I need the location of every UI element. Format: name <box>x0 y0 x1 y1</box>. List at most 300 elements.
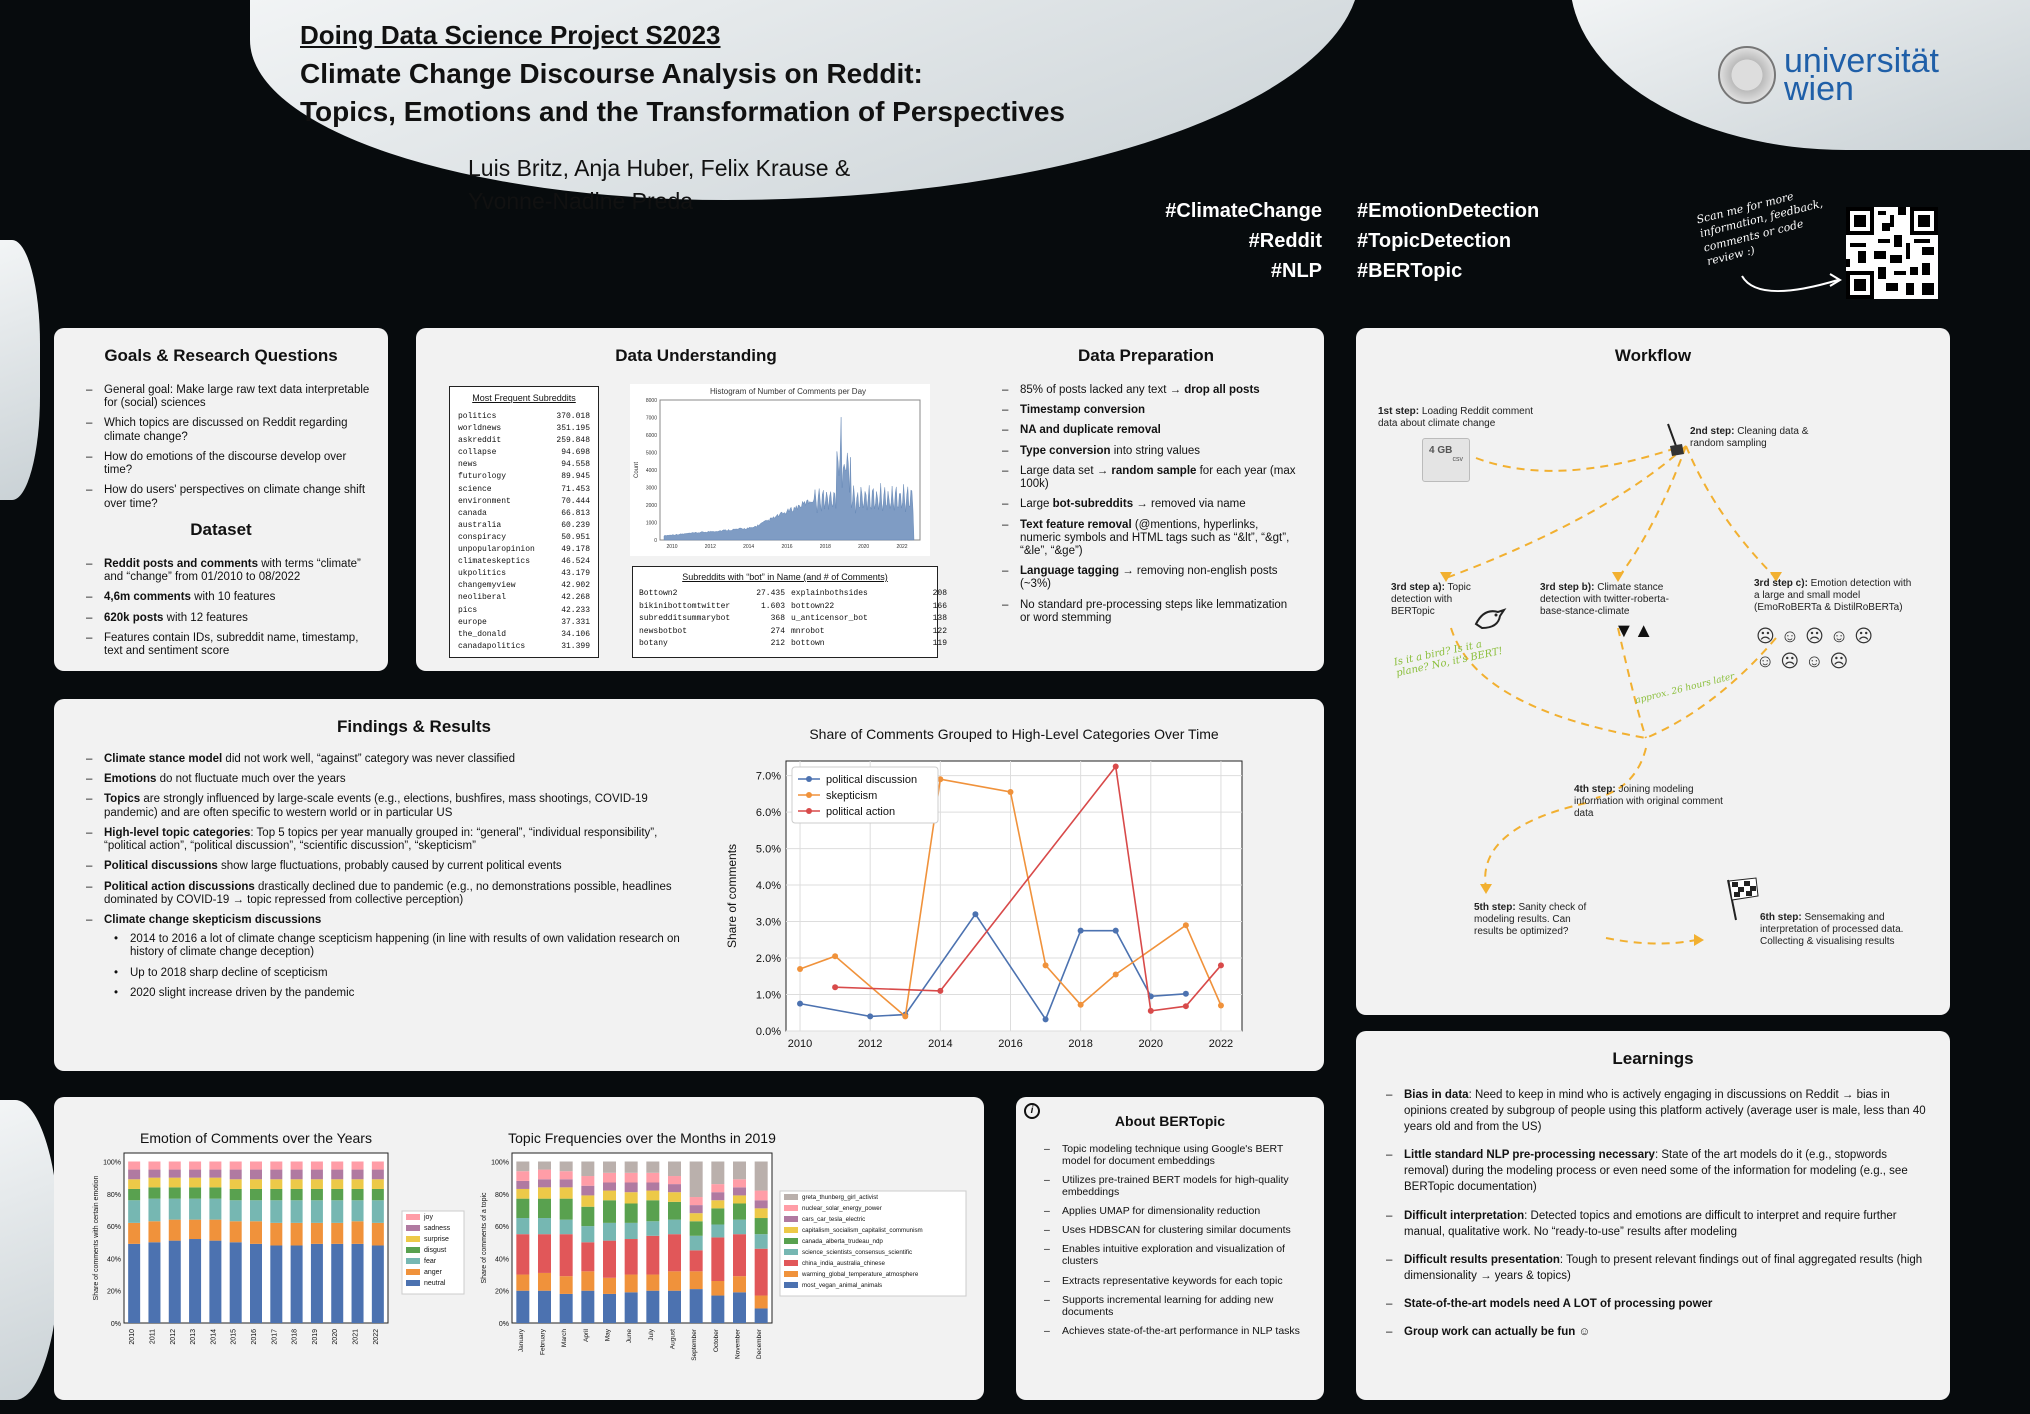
line-chart-xtick: 2022 <box>1208 1038 1234 1050</box>
topic-chart-bar-segment <box>538 1162 551 1170</box>
topic-chart-bar-segment <box>625 1223 638 1239</box>
emotion-chart-bar-segment <box>372 1223 384 1246</box>
emotion-chart-bar-segment <box>311 1244 323 1323</box>
topic-chart-legend-label: greta_thunberg_girl_activist <box>802 1194 879 1201</box>
goals-title: Goals & Research Questions <box>104 346 338 365</box>
learnings-panel <box>1356 1031 1950 1400</box>
item-bold: Language tagging <box>1020 565 1120 578</box>
item-bold: High-level topic categories <box>104 826 251 839</box>
emotion-chart-legend-label: disgust <box>424 1247 447 1254</box>
topic-chart-bar-segment <box>690 1197 703 1205</box>
workflow-step-3b: 3rd step b): Climate stance detection with twitter-roberta-base-stance-climate <box>1540 582 1669 617</box>
topic-chart-legend-label: cars_car_tesla_electric <box>802 1216 866 1223</box>
subreddit-name: pics <box>458 605 478 615</box>
topic-chart-bar-segment <box>646 1191 659 1201</box>
dataset-item: – Features contain IDs, subreddit name, timestamp, text and sentiment score <box>84 632 374 658</box>
emotion-chart-bar-segment <box>352 1221 364 1244</box>
findings-item <box>84 881 684 907</box>
topic-chart-bar-segment <box>755 1191 768 1201</box>
item-bold: Climate stance model <box>104 753 223 765</box>
line-chart-point <box>1078 1002 1084 1008</box>
course-title: Doing Data Science Project S2023 <box>300 20 721 50</box>
topic-chart-bar-segment <box>538 1234 551 1273</box>
bot-rows <box>639 588 947 651</box>
topic-chart-bar-segment <box>711 1224 724 1237</box>
topic-chart-bar-segment <box>690 1236 703 1251</box>
emotion-chart-bar-segment <box>148 1221 160 1242</box>
topic-chart-bar-segment <box>625 1292 638 1323</box>
topic-chart-bar-segment <box>711 1192 724 1200</box>
subreddit-count: 71.453 <box>561 484 590 494</box>
line-chart-xtick: 2012 <box>857 1038 883 1050</box>
topic-chart-bar-segment <box>711 1237 724 1281</box>
emotion-chart-bar-segment <box>331 1189 343 1200</box>
emotion-chart-ytick: 40% <box>106 1256 121 1264</box>
topic-chart-legend-label: china_india_australia_chinese <box>802 1260 885 1267</box>
emotion-chart-bar-segment <box>128 1223 140 1244</box>
histogram-title: Histogram of Number of Comments per Day <box>709 387 867 396</box>
topic-chart-bar-segment <box>711 1162 724 1185</box>
topic-chart-bar-segment <box>755 1296 768 1309</box>
emotion-chart-bar-segment <box>148 1199 160 1222</box>
subreddit-row <box>458 447 590 459</box>
topic-chart-bar-segment <box>690 1213 703 1221</box>
subreddit-count: 34.106 <box>561 629 590 639</box>
topic-chart-bar-segment <box>581 1195 594 1206</box>
qr-note: Scan me for more information, feedback, comments or code review :) <box>1695 189 1825 269</box>
emotion-chart-bar-segment <box>331 1244 343 1323</box>
topic-chart-bar-segment <box>581 1162 594 1177</box>
line-chart-point <box>797 1001 803 1007</box>
histogram-ytick: 7000 <box>645 415 657 422</box>
emotion-chart-bar-segment <box>270 1162 282 1170</box>
topic-chart-ytick: 100% <box>491 1159 509 1167</box>
subreddit-count: 50.951 <box>561 532 590 542</box>
emotion-chart-bar-segment <box>128 1179 140 1189</box>
topic-chart-bar-segment <box>560 1294 573 1323</box>
emotion-chart-xtick: 2016 <box>251 1329 258 1345</box>
topic-chart-bar-segment <box>733 1203 746 1219</box>
topic-chart-bar-segment <box>711 1296 724 1323</box>
topic-chart-bar-segment <box>690 1271 703 1289</box>
topic-chart-bar-segment <box>560 1199 573 1220</box>
topic-chart-bar-segment <box>603 1173 616 1183</box>
findings-subitem: • 2014 to 2016 a lot of climate change scepticism happening (in line with results of own validation research on history of climate change deception) <box>110 933 684 959</box>
bot-name: bottown22 <box>791 601 835 611</box>
topic-chart-bar-segment <box>690 1221 703 1236</box>
line-chart-point <box>1113 971 1119 977</box>
bot-row <box>639 588 947 601</box>
data-preparation-item <box>1000 519 1296 559</box>
line-chart-ytick: 1.0% <box>755 989 781 1002</box>
topic-chart-ytick: 40% <box>494 1256 509 1264</box>
emotion-chart-legend-label: anger <box>424 1269 442 1276</box>
topic-chart-bar-segment <box>581 1207 594 1226</box>
item-text: : Top 5 topics per year manually grouped in: “general”, “individual responsibility”, “political action”, “political discussion”, “scientific discussion”, “skepticism” <box>104 826 658 853</box>
topic-chart-xtick: March <box>561 1329 569 1348</box>
line-chart-point <box>1043 962 1049 968</box>
findings-list <box>84 753 684 1007</box>
data-panel <box>416 328 1324 671</box>
about-item: – Uses HDBSCAN for clustering similar documents <box>1042 1224 1312 1236</box>
data-preparation-item <box>1000 404 1296 417</box>
topic-chart-bar-segment <box>581 1226 594 1242</box>
subreddit-row <box>458 435 590 447</box>
subreddit-name: askreddit <box>458 436 502 446</box>
emotion-chart-bar-segment <box>352 1170 364 1180</box>
subreddit-row <box>458 508 590 520</box>
subreddit-table-title: Most Frequent Subreddits <box>472 393 576 403</box>
subreddit-count: 37.331 <box>561 617 590 627</box>
bot-name: newsbotbot <box>639 626 688 636</box>
histogram-xtick: 2022 <box>896 544 908 550</box>
emotion-chart-bar-segment <box>331 1170 343 1180</box>
data-preparation-item <box>1000 565 1296 591</box>
emotion-chart-bar-segment <box>250 1244 262 1323</box>
subreddit-row <box>458 641 590 653</box>
data-preparation-item <box>1000 445 1296 458</box>
topic-chart-bar-segment <box>646 1221 659 1236</box>
emotion-chart-ytick: 60% <box>106 1224 121 1232</box>
dataset-title: Dataset <box>190 520 252 539</box>
subreddit-count: 42.268 <box>561 593 590 603</box>
emotion-chart-bar-segment <box>230 1189 242 1200</box>
bot-count: 368 <box>770 614 785 623</box>
emotion-chart-xtick: 2014 <box>210 1329 218 1345</box>
disk-icon: 4 GB csv <box>1422 438 1470 482</box>
bot-count: 27.435 <box>756 589 785 598</box>
emotion-chart-ylabel: Share of comments with certain emotion <box>93 1175 100 1301</box>
emotion-chart-bar-segment <box>372 1189 384 1200</box>
emotion-chart-bar-segment <box>209 1187 221 1198</box>
subreddit-count: 43.179 <box>561 569 590 579</box>
topic-chart-bar-segment <box>625 1203 638 1222</box>
emotion-chart-bar-segment <box>311 1200 323 1223</box>
topic-chart-bar-segment <box>668 1234 681 1271</box>
subreddit-name: politics <box>458 412 497 421</box>
emotion-chart-bar-segment <box>128 1189 140 1200</box>
histogram-ytick: 4000 <box>645 468 657 474</box>
topic-chart-legend-label: most_vegan_animal_animals <box>802 1282 883 1289</box>
emotion-chart-bar-segment <box>189 1170 201 1178</box>
emotion-chart-legend-swatch <box>406 1280 420 1286</box>
item-text: 85% of posts lacked any text → <box>1020 384 1185 396</box>
topic-chart-bar-segment <box>560 1171 573 1179</box>
item-bold: Difficult interpretation <box>1404 1209 1525 1222</box>
topic-chart-bar-segment <box>560 1276 573 1294</box>
topic-chart-bar-segment <box>711 1208 724 1224</box>
item-bold: bot-subreddits <box>1052 498 1134 511</box>
histogram-ytick: 1000 <box>645 520 657 527</box>
topic-chart-bar-segment <box>755 1218 768 1234</box>
topic-chart-bar-segment <box>668 1271 681 1290</box>
histogram-xtick: 2014 <box>743 544 755 550</box>
topic-chart-bar-segment <box>581 1176 594 1186</box>
emotion-chart-bar-segment <box>250 1162 262 1170</box>
dataset-item: – Reddit posts and comments with terms “climate” and “change” from 01/2010 to 08/2022 <box>84 558 374 584</box>
logo-text-line1: universität <box>1784 42 1939 80</box>
subreddit-name: changemyview <box>458 581 516 591</box>
topic-chart-legend-label: nuclear_solar_energy_power <box>802 1205 882 1212</box>
topic-chart-legend-swatch <box>784 1205 798 1211</box>
about-item: – Supports incremental learning for adding new documents <box>1042 1294 1312 1318</box>
topic-chart-bar-segment <box>516 1162 529 1172</box>
about-item: – Extracts representative keywords for each topic <box>1042 1275 1312 1287</box>
topic-chart-bar-segment <box>733 1234 746 1276</box>
topic-chart-xtick: February <box>539 1329 547 1356</box>
topic-chart-bar-segment <box>646 1291 659 1323</box>
subreddit-name: canada <box>458 508 487 518</box>
topic-chart-bar-segment <box>668 1291 681 1323</box>
emotion-chart-legend-swatch <box>406 1225 420 1231</box>
topic-chart-ytick: 60% <box>494 1224 509 1232</box>
subreddit-row <box>458 580 590 592</box>
line-chart-xtick: 2018 <box>1068 1038 1093 1050</box>
info-icon: i <box>1024 1103 1040 1119</box>
subreddit-count: 31.399 <box>561 641 590 651</box>
line-chart-legend-marker <box>806 792 812 798</box>
learnings-item <box>1384 1147 1932 1195</box>
bot-name: bikinibottomtwitter <box>639 601 731 611</box>
item-bold: Bias in data <box>1404 1089 1469 1101</box>
subreddit-name: australia <box>458 520 502 530</box>
category-line-chart <box>714 719 1314 1064</box>
topic-chart-legend-swatch <box>784 1194 798 1200</box>
subreddit-name: the_donald <box>458 629 507 639</box>
topic-chart-bar-segment <box>733 1292 746 1323</box>
thumbs-icon: ▼▲ <box>1614 620 1654 642</box>
hashtag-emotiondetection: #EmotionDetection <box>1357 200 1540 222</box>
topic-chart-bar-segment <box>625 1239 638 1275</box>
topic-chart-xtick: August <box>669 1329 677 1350</box>
about-item: – Utilizes pre-trained BERT models for high-quality embeddings <box>1042 1174 1312 1198</box>
topic-chart-legend-swatch <box>784 1260 798 1266</box>
emotion-bar-chart <box>62 1107 482 1397</box>
topic-chart-bar-segment <box>646 1162 659 1173</box>
workflow-step-3c: 3rd step c): Emotion detection with a large and small model (EmoRoBERTa & DistilRoBERTa) <box>1754 578 1912 613</box>
emotion-chart-bar-segment <box>270 1200 282 1223</box>
topic-chart-bar-segment <box>711 1184 724 1192</box>
bird-icon <box>1472 604 1506 634</box>
findings-panel <box>54 699 1324 1071</box>
emotion-chart-bar-segment <box>291 1162 303 1170</box>
line-chart-point <box>1043 1016 1049 1022</box>
bot-name: explainbothsides <box>791 589 868 598</box>
item-text: No standard pre-processing steps like lemmatization or word stemming <box>1020 598 1288 624</box>
findings-sublist <box>110 933 684 1000</box>
histogram-ytick: 6000 <box>645 433 657 439</box>
subreddit-count: 94.698 <box>561 448 590 458</box>
findings-title: Findings & Results <box>337 717 491 736</box>
item-text: Large <box>1020 498 1053 511</box>
topic-chart-bar-segment <box>538 1179 551 1187</box>
histogram-xtick: 2012 <box>704 544 716 550</box>
line-chart-title: Share of Comments Grouped to High-Level Categories Over Time <box>809 726 1219 742</box>
line-chart-legend-marker <box>806 808 812 814</box>
topic-chart-bar-segment <box>560 1179 573 1187</box>
topic-chart-bar-segment <box>538 1199 551 1218</box>
comments-histogram <box>630 384 930 556</box>
subreddit-row <box>458 423 590 435</box>
findings-item <box>84 753 684 766</box>
line-chart-ylabel: Share of comments <box>725 843 739 949</box>
emotion-chart-bar-segment <box>250 1179 262 1189</box>
emotion-chart-bar-segment <box>270 1245 282 1323</box>
goals-list <box>84 384 374 518</box>
workflow-step-6: 6th step: Sensemaking and interpretation of processed data. Collecting & visualising results <box>1760 912 1904 947</box>
item-text: into string values <box>1110 444 1201 457</box>
item-text: show large fluctuations, probably caused by current political events <box>217 860 562 873</box>
topic-chart-bar-segment <box>668 1184 681 1192</box>
qr-code[interactable] <box>1846 207 1938 299</box>
topic-chart-bar-segment <box>755 1234 768 1249</box>
workflow-title: Workflow <box>1614 346 1692 365</box>
emotion-chart-bar-segment <box>230 1170 242 1180</box>
ice-floe-left <box>0 240 40 500</box>
emotion-chart-xtick: 2013 <box>190 1329 198 1345</box>
topic-chart-bar-segment <box>690 1205 703 1213</box>
histogram-xtick: 2010 <box>666 544 678 550</box>
emotion-chart-bar-segment <box>209 1170 221 1178</box>
topic-chart-bar-segment <box>690 1289 703 1323</box>
item-text: do not fluctuate much over the years <box>156 773 346 786</box>
about-item: – Enables intuitive exploration and visualization of clusters <box>1042 1243 1312 1267</box>
topic-chart-bar-segment <box>755 1308 768 1323</box>
emotion-chart-bar-segment <box>169 1162 181 1170</box>
bot-row <box>639 613 947 626</box>
about-panel <box>1016 1097 1324 1400</box>
topic-chart-legend-label: canada_alberta_trudeau_ndp <box>802 1238 883 1245</box>
histogram-ytick: 0 <box>654 538 657 544</box>
topic-chart-bar-segment <box>646 1182 659 1190</box>
topic-chart-ytick: 20% <box>494 1288 509 1296</box>
findings-item <box>84 773 684 786</box>
emotion-chart-bar-segment <box>189 1178 201 1188</box>
line-chart-point <box>832 984 838 990</box>
topic-chart-bar-segment <box>538 1273 551 1291</box>
topic-chart-bar-segment <box>603 1191 616 1201</box>
emotion-chart-bar-segment <box>352 1189 364 1200</box>
topic-chart-bar-segment <box>516 1291 529 1323</box>
ice-floe-left-bottom <box>0 1100 60 1400</box>
data-preparation-title: Data Preparation <box>1077 346 1215 365</box>
dataset-item: – 4,6m comments with 10 features <box>84 591 374 604</box>
topic-chart-bar-segment <box>516 1218 529 1234</box>
topic-chart-bar-segment <box>668 1220 681 1235</box>
emotion-chart-legend-label: sadness <box>424 1225 451 1232</box>
subreddit-name: conspiracy <box>458 532 507 542</box>
emotion-chart-bar-segment <box>372 1162 384 1170</box>
subreddit-rows <box>458 411 590 653</box>
topic-chart-bar-segment <box>603 1294 616 1323</box>
data-preparation-item <box>1000 599 1296 625</box>
item-text: for each year (max 100k) <box>1020 464 1296 491</box>
emotion-chart-xtick: 2017 <box>271 1329 279 1345</box>
item-text: : State of the art models do it (e.g., stopwords removal) during the modeling process or even need some of the information for modeling (e.g., see BERTopic documentation) <box>1404 1149 1908 1194</box>
emotion-chart-bar-segment <box>230 1221 242 1242</box>
data-preparation-item <box>1000 384 1296 397</box>
subreddit-name: canadapolitics <box>458 641 526 651</box>
subreddit-row <box>458 520 590 532</box>
emotion-chart-bar-segment <box>148 1170 160 1178</box>
dataset-list <box>84 558 374 665</box>
line-chart-xtick: 2020 <box>1138 1038 1164 1050</box>
emotion-chart-legend-label: joy <box>424 1214 433 1221</box>
topic-chart-ytick: 0% <box>498 1321 509 1328</box>
item-text: → removing non-english posts (~3%) <box>1020 565 1278 591</box>
bot-row <box>639 601 947 614</box>
subreddit-count: 70.444 <box>561 496 590 506</box>
topic-chart-bar-segment <box>646 1173 659 1183</box>
emotion-chart-bar-segment <box>352 1179 364 1189</box>
topic-chart-xtick: December <box>756 1329 764 1359</box>
topic-chart-legend-label: warming_global_temperature_atmosphere <box>802 1271 919 1278</box>
subreddit-count: 351.195 <box>556 424 590 434</box>
emotion-chart-bar-segment <box>169 1220 181 1241</box>
topic-chart-bar-segment <box>603 1200 616 1223</box>
subreddit-count: 66.813 <box>561 508 590 518</box>
topic-chart-legend-swatch <box>784 1282 798 1288</box>
emotion-chart-bar-segment <box>331 1162 343 1170</box>
topic-chart-legend-label: science_scientists_consensus_scientific <box>802 1249 913 1256</box>
topic-chart-bar-segment <box>560 1220 573 1235</box>
emotion-chart-bar-segment <box>209 1178 221 1188</box>
subreddit-row <box>458 617 590 629</box>
bot-name: subredditsummarybot <box>639 614 731 623</box>
bot-table <box>632 566 947 658</box>
emotion-chart-legend-swatch <box>406 1269 420 1275</box>
findings-subitem: • 2020 slight increase driven by the pandemic <box>110 987 684 1000</box>
topic-chart-bar-segment <box>603 1241 616 1278</box>
emotion-chart-bar-segment <box>189 1220 201 1239</box>
line-chart-ytick: 6.0% <box>755 807 781 820</box>
item-text: : Tough to present relevant findings out of final aggregated results (high dimensionality → years & topics) <box>1404 1253 1923 1282</box>
hashtag-bertopic: #BERTopic <box>1357 260 1463 282</box>
goals-item: – How do emotions of the discourse develop over time? <box>84 451 374 477</box>
data-preparation-item <box>1000 465 1296 491</box>
subreddit-row <box>458 411 590 423</box>
line-chart-ytick: 7.0% <box>755 770 781 783</box>
subreddit-count: 42.233 <box>561 605 590 615</box>
item-text: → removed via name <box>1133 498 1246 511</box>
emotion-chart-title: Emotion of Comments over the Years <box>140 1130 372 1146</box>
subreddit-name: environment <box>458 496 511 506</box>
poster-title-line2: Topics, Emotions and the Transformation of Perspectives <box>300 96 1065 127</box>
hashtag-topicdetection: #TopicDetection <box>1357 230 1512 252</box>
subreddit-name: futurology <box>458 472 507 482</box>
topic-chart-bar-segment <box>755 1200 768 1208</box>
histogram-xtick: 2016 <box>781 544 793 550</box>
bot-count: 274 <box>770 626 785 636</box>
topic-chart-xtick: January <box>517 1329 525 1353</box>
subreddit-row <box>458 532 590 544</box>
emotion-chart-bar-segment <box>148 1187 160 1198</box>
topic-chart-legend-swatch <box>784 1249 798 1255</box>
bird-note: Is it a bird? Is it a plane? No, it's BERT! <box>1392 639 1504 680</box>
finish-flag-icon <box>1722 876 1762 922</box>
subreddit-row <box>458 496 590 508</box>
bot-row <box>639 638 947 651</box>
subreddit-name: ukpolitics <box>458 569 507 579</box>
emotion-chart-legend-swatch <box>406 1258 420 1264</box>
bot-count: 208 <box>932 589 947 598</box>
subreddit-table <box>449 386 599 658</box>
topic-chart-bar-segment <box>603 1278 616 1294</box>
line-chart-point <box>1113 928 1119 934</box>
item-bold: Type conversion <box>1020 444 1111 457</box>
emotion-chart-bar-segment <box>128 1200 140 1223</box>
topic-chart-bar-segment <box>668 1176 681 1184</box>
